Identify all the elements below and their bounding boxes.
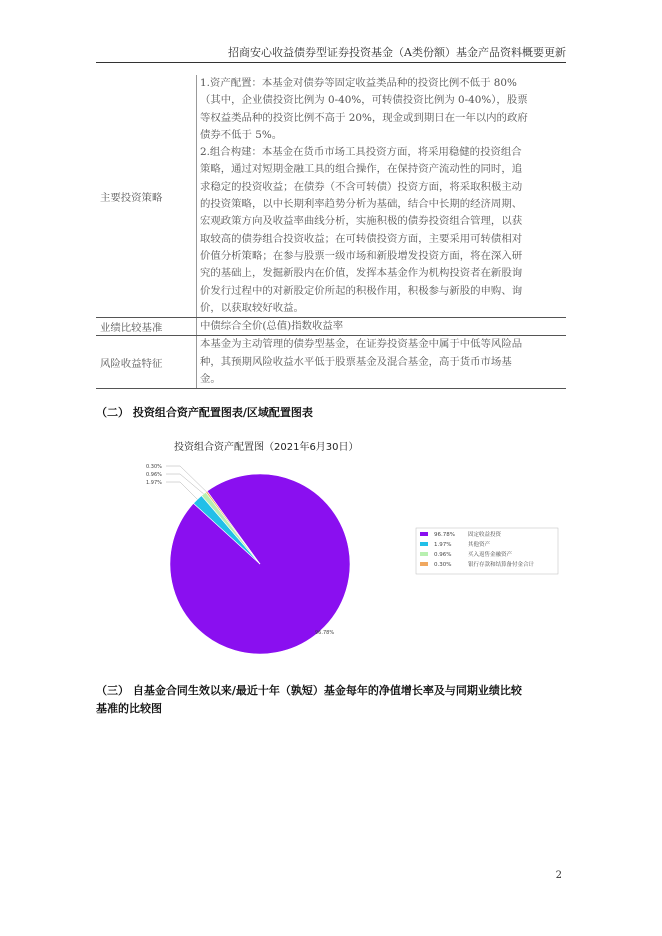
asset-allocation-chart: [140, 432, 570, 662]
page-number: 2: [555, 870, 562, 881]
legend-swatch: [420, 542, 428, 546]
section-3-title-line2: 基准的比较图: [96, 702, 162, 715]
section-2-title: （二） 投资组合资产配置图表/区域配置图表: [96, 406, 313, 419]
section-3-title-line1: （三） 自基金合同生效以来/最近十年（孰短）基金每年的净值增长率及与同期业绩比较: [96, 684, 522, 697]
table-row: [96, 336, 566, 389]
content-line: 种，其预期风险收益水平低于股票基金及混合基金，高于货币市场基: [200, 355, 512, 368]
content-line: 价发行过程中的对新股定价所起的积极作用，积极参与新股的申购、询: [200, 284, 523, 297]
legend-value: 1.97%: [434, 542, 452, 548]
content-line: 宏观政策方向及收益率曲线分析，实施积极的债券投资组合管理，以获: [200, 215, 523, 228]
page-header: 招商安心收益债券型证券投资基金（A类份额）基金产品资料概要更新: [96, 44, 566, 63]
content-line: 的投资策略，以中长期利率趋势分析为基础，结合中长期的经济周期、: [200, 198, 523, 211]
row-label: 业绩比较基准: [96, 318, 197, 336]
row-label: 风险收益特征: [96, 336, 197, 389]
table-row: [96, 318, 566, 336]
leader-line: [166, 474, 204, 494]
legend-swatch: [420, 562, 428, 566]
content-line: （其中，企业债投资比例为 0-40%，可转债投资比例为 0-40%），股票: [200, 94, 528, 107]
legend-value: 0.96%: [434, 552, 452, 558]
legend-swatch: [420, 532, 428, 536]
content-line: 等权益类品种的投资比例不高于 20%，现金或到期日在一年以内的政府: [200, 111, 528, 124]
row-content: [197, 318, 567, 336]
content-line: 究的基础上，发掘新股内在价值，发挥本基金作为机构投资者在新股询: [200, 267, 523, 280]
legend-label: 固定收益投资: [468, 532, 502, 538]
legend-value: 96.78%: [434, 532, 455, 538]
content-line: 金。: [200, 373, 221, 386]
legend-value: 0.30%: [434, 562, 452, 568]
row-content: [197, 336, 567, 389]
table-row: [96, 75, 566, 318]
legend-label: 其他资产: [468, 542, 491, 548]
data-label: 96.78%: [315, 630, 335, 636]
content-line: 求稳定的投资收益；在债券（不含可转债）投资方面，将采取积极主动: [200, 180, 523, 193]
data-label: 0.96%: [146, 472, 162, 478]
data-label: 1.97%: [146, 480, 162, 486]
content-line: 本基金为主动管理的债券型基金，在证券投资基金中属于中低等风险品: [200, 338, 523, 351]
legend-swatch: [420, 552, 428, 556]
content-line: 价，以获取较好收益。: [200, 301, 304, 314]
legend-label: 银行存款和结算备付金合计: [468, 562, 535, 568]
row-label: 主要投资策略: [96, 75, 197, 318]
legend-label: 买入返售金融资产: [468, 552, 513, 558]
row-content: [197, 75, 567, 318]
chart-title: 投资组合资产配置图（2021年6月30日）: [174, 442, 359, 453]
pie-chart-svg: [140, 432, 570, 662]
content-line: 策略，通过对短期金融工具的组合操作，在保持资产流动性的同时，追: [200, 163, 523, 176]
content-line: 债券不低于 5%。: [200, 128, 283, 141]
content-line: 1.资产配置：本基金对债券等固定收益类品种的投资比例不低于 80%: [200, 77, 517, 89]
content-line: 取较高的债券组合投资收益；在可转债投资方面，主要采用可转债相对: [200, 232, 523, 245]
content-line: 2.组合构建：本基金在货币市场工具投资方面，将采用稳健的投资组合: [200, 146, 522, 159]
content-line: 中债综合全价(总值)指数收益率: [200, 320, 344, 333]
data-label: 0.30%: [146, 464, 162, 470]
product-info-table: [96, 75, 566, 389]
leader-line: [166, 466, 206, 492]
content-line: 价值分析策略；在参与股票一级市场和新股增发投资方面，将在深入研: [200, 249, 523, 262]
